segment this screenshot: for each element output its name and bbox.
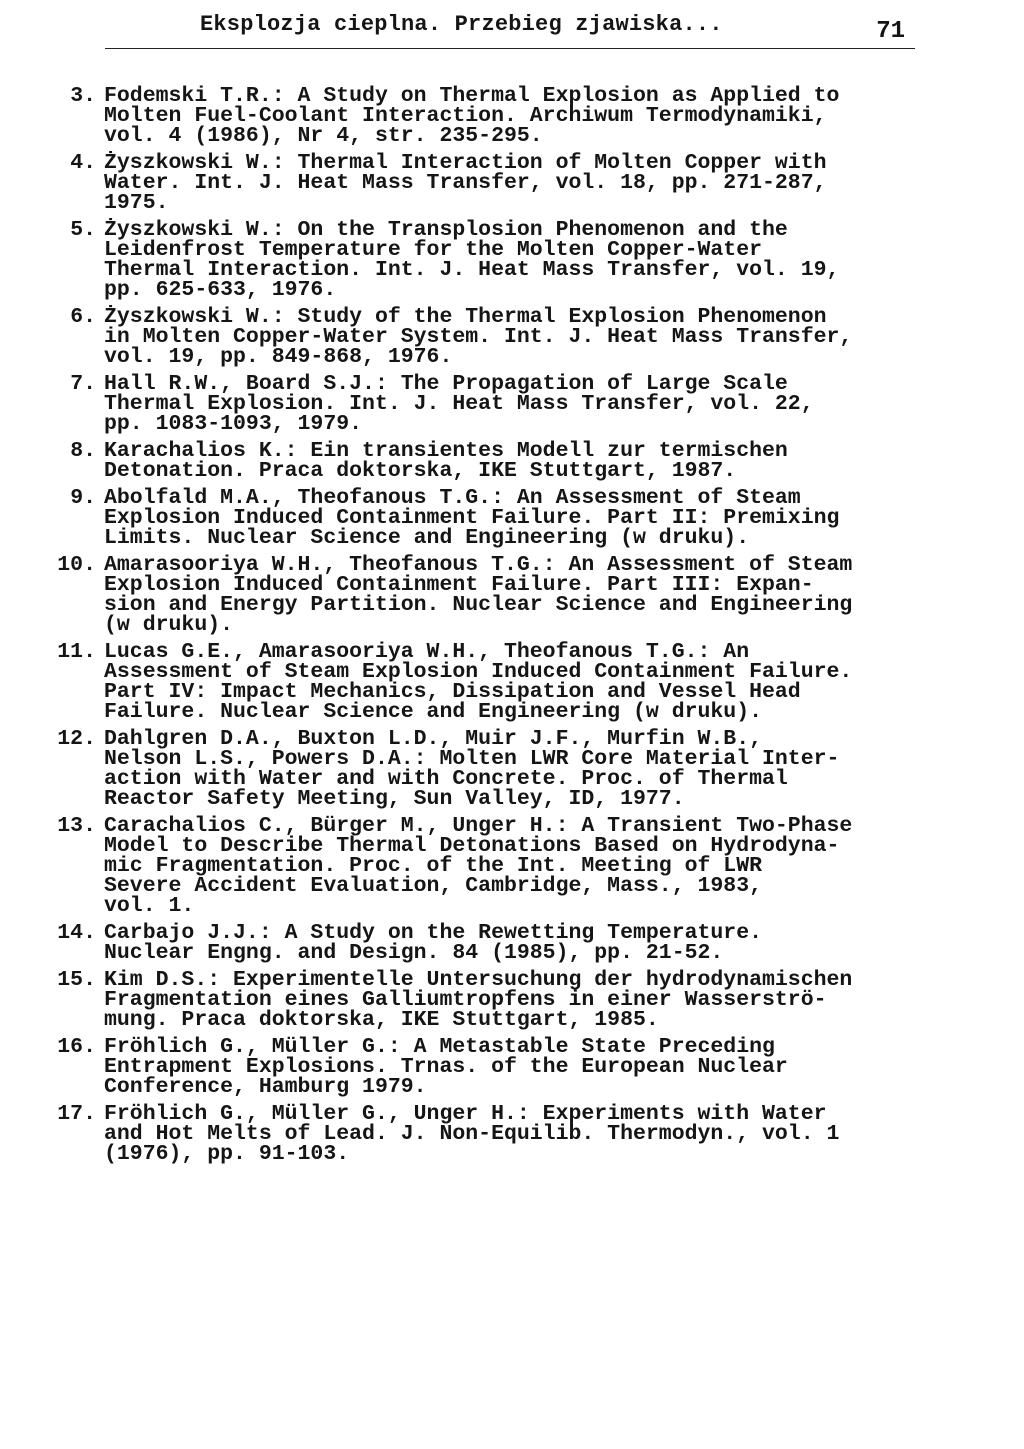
reference-entry [30, 153, 930, 213]
reference-number: 5. [70, 218, 96, 242]
reference-number: 6. [70, 305, 96, 329]
reference-entry [30, 923, 930, 963]
reference-entry [30, 1037, 930, 1097]
running-header [105, 6, 915, 49]
reference-text: Żyszkowski W.: Thermal Interaction of Molten Copper with Water. Int. J. Heat Mass Transfer, vol. 18, pp. 271-287, 1975. [104, 151, 827, 215]
reference-number: 4. [70, 151, 96, 175]
reference-entry [30, 729, 930, 809]
reference-number: 11. [57, 640, 96, 664]
reference-number: 10. [57, 553, 96, 577]
reference-entry [30, 1104, 930, 1164]
page-number: 71 [876, 18, 905, 45]
reference-entry [30, 220, 930, 300]
reference-list [30, 86, 930, 1171]
reference-entry [30, 374, 930, 434]
reference-number: 9. [70, 486, 96, 510]
reference-text: Karachalios K.: Ein transientes Modell zur termischen Detonation. Praca doktorska, IKE Stuttgart, 1987. [104, 439, 788, 483]
reference-text: Lucas G.E., Amarasooriya W.H., Theofanous T.G.: An Assessment of Steam Explosion Induced Containment Failure. Part IV: Impact Mechanics, Dissipation and Vessel Head Failure. Nuclear Science and Engineering (w druku). [104, 640, 853, 724]
reference-number: 14. [57, 921, 96, 945]
reference-entry [30, 307, 930, 367]
reference-entry [30, 970, 930, 1030]
reference-text: Hall R.W., Board S.J.: The Propagation of Large Scale Thermal Explosion. Int. J. Heat Mass Transfer, vol. 22, pp. 1083-1093, 1979. [104, 372, 814, 436]
running-title: Eksplozja cieplna. Przebieg zjawiska... [200, 12, 723, 37]
reference-number: 7. [70, 372, 96, 396]
reference-entry [30, 642, 930, 722]
reference-number: 13. [57, 814, 96, 838]
reference-text: Amarasooriya W.H., Theofanous T.G.: An Assessment of Steam Explosion Induced Containment Failure. Part III: Expan- sion and Energy Partition. Nuclear Science and Engineering (w druku). [104, 553, 853, 637]
reference-entry [30, 86, 930, 146]
reference-entry [30, 816, 930, 916]
reference-text: Abolfald M.A., Theofanous T.G.: An Assessment of Steam Explosion Induced Containment Failure. Part II: Premixing Limits. Nuclear Science and Engineering (w druku). [104, 486, 840, 550]
reference-text: Dahlgren D.A., Buxton L.D., Muir J.F., Murfin W.B., Nelson L.S., Powers D.A.: Molten LWR Core Material Inter- action with Water and with Concrete. Proc. of Thermal Reactor Safety Meeting, Sun Valley, ID, 1977. [104, 727, 840, 811]
reference-text: Fröhlich G., Müller G., Unger H.: Experiments with Water and Hot Melts of Lead. J. Non-Equilib. Thermodyn., vol. 1 (1976), pp. 91-103. [104, 1102, 840, 1166]
reference-text: Fröhlich G., Müller G.: A Metastable State Preceding Entrapment Explosions. Trnas. of the European Nuclear Conference, Hamburg 1979. [104, 1035, 788, 1099]
reference-number: 15. [57, 968, 96, 992]
reference-entry [30, 441, 930, 481]
reference-entry [30, 488, 930, 548]
reference-number: 12. [57, 727, 96, 751]
reference-entry [30, 555, 930, 635]
reference-text: Żyszkowski W.: On the Transplosion Phenomenon and the Leidenfrost Temperature for the Molten Copper-Water Thermal Interaction. Int. J. Heat Mass Transfer, vol. 19, pp. 625-633, 1976. [104, 218, 840, 302]
reference-text: Żyszkowski W.: Study of the Thermal Explosion Phenomenon in Molten Copper-Water System. Int. J. Heat Mass Transfer, vol. 19, pp. 849-868, 1976. [104, 305, 853, 369]
reference-number: 3. [70, 84, 96, 108]
reference-text: Carachalios C., Bürger M., Unger H.: A Transient Two-Phase Model to Describe Thermal Detonations Based on Hydrodyna- mic Fragmentation. Proc. of the Int. Meeting of LWR Severe Accident Evaluation, Cambridge, Mass., 1983, vol. 1. [104, 814, 853, 918]
reference-number: 16. [57, 1035, 96, 1059]
reference-text: Kim D.S.: Experimentelle Untersuchung der hydrodynamischen Fragmentation eines Galliumtropfens in einer Wasserströ- mung. Praca doktorska, IKE Stuttgart, 1985. [104, 968, 853, 1032]
reference-number: 17. [57, 1102, 96, 1126]
reference-text: Fodemski T.R.: A Study on Thermal Explosion as Applied to Molten Fuel-Coolant Interaction. Archiwum Termodynamiki, vol. 4 (1986), Nr 4, str. 235-295. [104, 84, 840, 148]
reference-text: Carbajo J.J.: A Study on the Rewetting Temperature. Nuclear Engng. and Design. 84 (1985), pp. 21-52. [104, 921, 763, 965]
reference-number: 8. [70, 439, 96, 463]
